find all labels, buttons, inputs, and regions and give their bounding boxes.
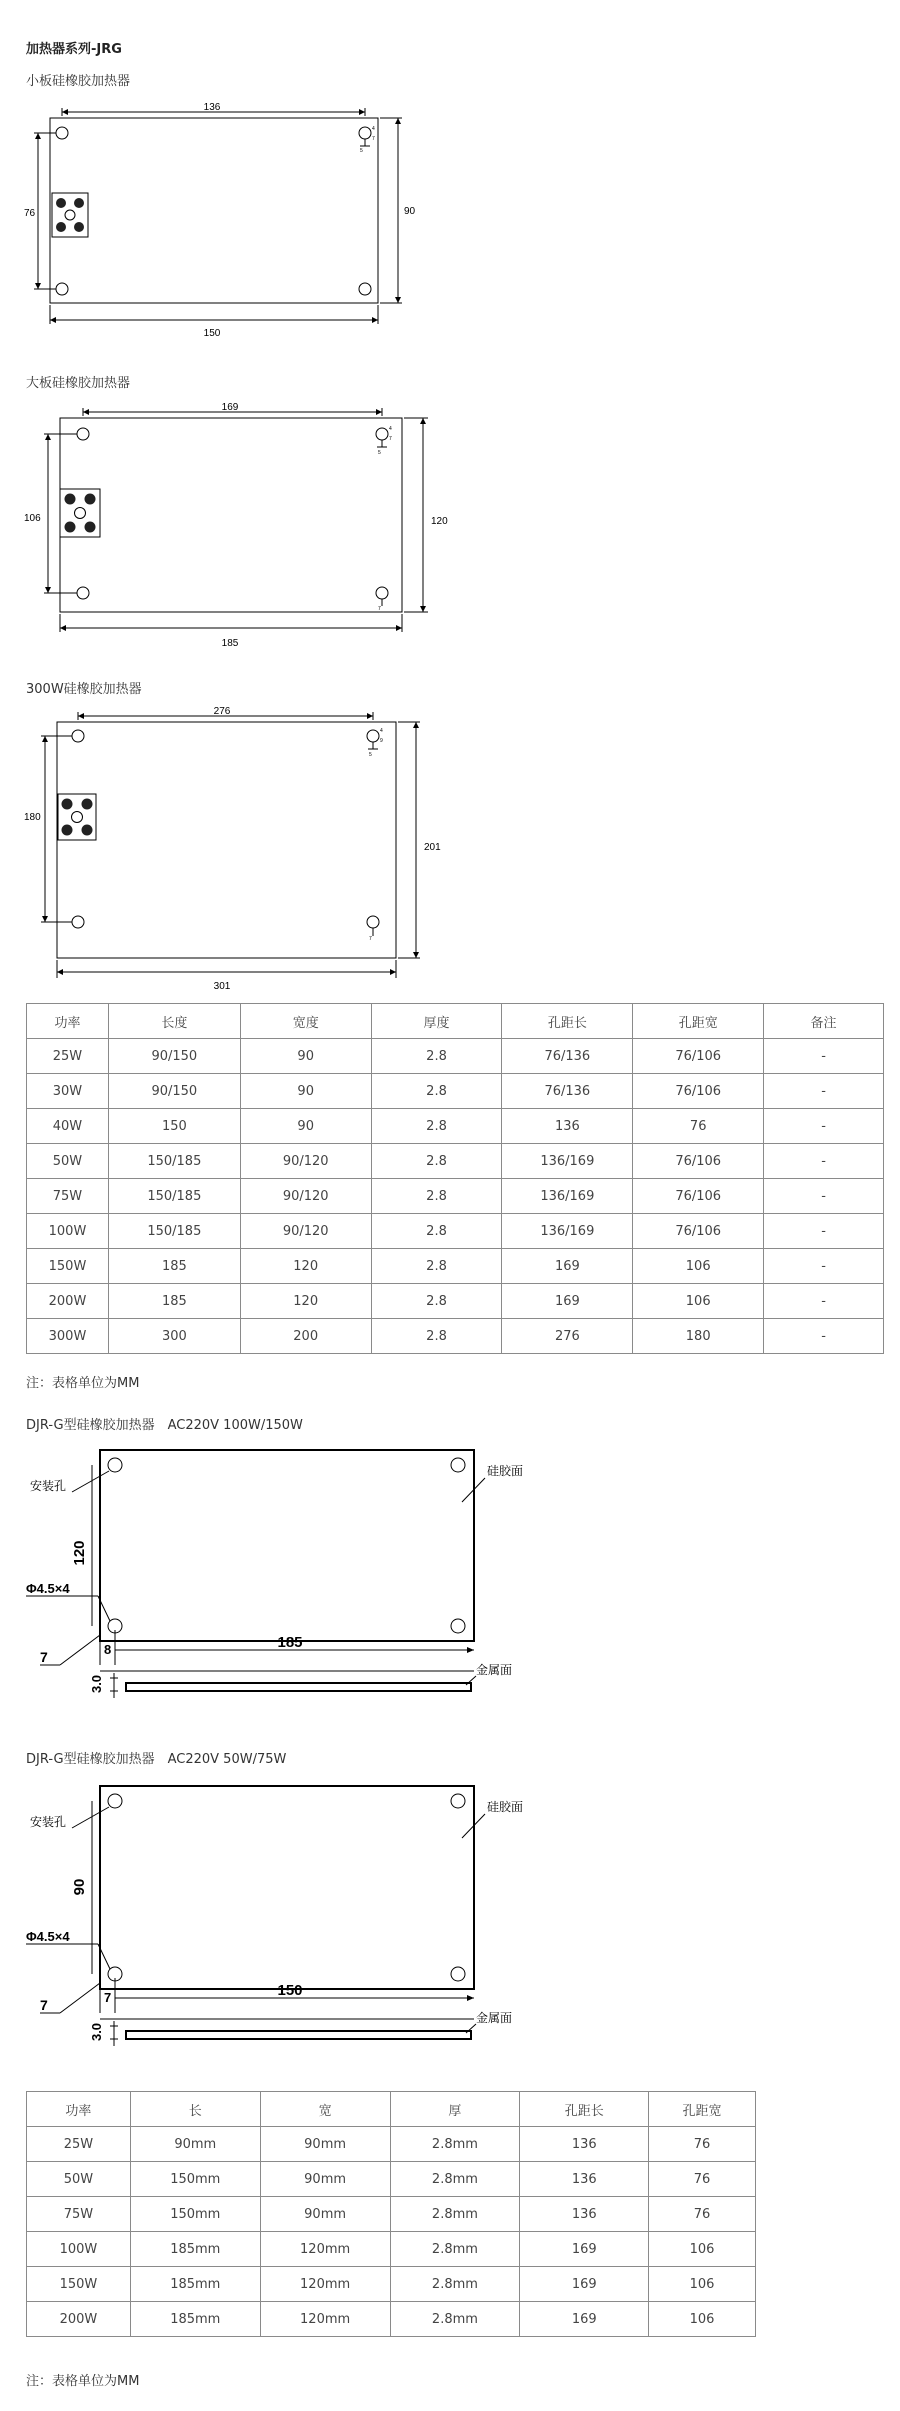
metal-plate	[126, 1683, 471, 1691]
board-outline	[60, 418, 402, 612]
dim-hole-width: 180	[24, 812, 41, 823]
table-row: 50W 150/185 90/120 2.8 136/169 76/106 -	[27, 1144, 884, 1179]
djr-1-title: DJR-G型硅橡胶加热器 AC220V 100W/150W	[26, 1418, 303, 1433]
table-row: 25W 90mm 90mm 2.8mm 136 76	[27, 2127, 756, 2162]
table-header-row	[27, 2092, 756, 2127]
djr-2-diagram	[0, 1776, 560, 2056]
dim-thickness: 3.0	[89, 2022, 104, 2042]
dim-height: 120	[71, 1540, 88, 1566]
table-row: 25W 90/150 90 2.8 76/136 76/106 -	[27, 1039, 884, 1074]
col-header: 宽	[260, 2092, 390, 2127]
col-header: 备注	[764, 1004, 884, 1039]
svg-text:5: 5	[369, 752, 372, 758]
terminal-block-icon	[52, 193, 88, 237]
terminal-block-icon	[60, 489, 100, 537]
col-header: 长度	[108, 1004, 240, 1039]
silicone-face-label: 硅胶面	[487, 1800, 524, 1814]
dim-hole-width: 106	[24, 513, 41, 524]
mount-hole-label: 安装孔	[30, 1479, 67, 1493]
col-header: 功率	[27, 2092, 131, 2127]
dim-length: 185	[277, 1634, 303, 1651]
dim-hole-length: 169	[221, 402, 239, 413]
dim-width: 90	[404, 206, 416, 217]
w300-board-diagram	[0, 704, 460, 992]
djr-2-title: DJR-G型硅橡胶加热器 AC220V 50W/75W	[26, 1752, 287, 1767]
col-header: 孔距长	[520, 2092, 649, 2127]
svg-text:7: 7	[389, 436, 392, 442]
table-row: 100W 185mm 120mm 2.8mm 169 106	[27, 2232, 756, 2267]
table-row: 75W 150/185 90/120 2.8 136/169 76/106 -	[27, 1179, 884, 1214]
col-header: 厚度	[371, 1004, 502, 1039]
svg-text:4: 4	[389, 426, 392, 432]
table-row: 100W 150/185 90/120 2.8 136/169 76/106 -	[27, 1214, 884, 1249]
svg-text:5: 5	[360, 148, 363, 154]
svg-text:9: 9	[380, 738, 383, 744]
col-header: 功率	[27, 1004, 109, 1039]
margin-b: 7	[104, 1990, 112, 2005]
table-header-row	[27, 1004, 884, 1039]
margin-a: 7	[40, 1997, 48, 2013]
mount-hole-label: 安装孔	[30, 1815, 67, 1829]
table-row: 40W 150 90 2.8 136 76 -	[27, 1109, 884, 1144]
svg-text:7: 7	[372, 136, 375, 142]
col-header: 孔距宽	[649, 2092, 756, 2127]
dim-thickness: 3.0	[89, 1674, 104, 1694]
table-row: 50W 150mm 90mm 2.8mm 136 76	[27, 2162, 756, 2197]
large-board-title: 大板硅橡胶加热器	[26, 376, 131, 391]
hole-spec-label: Φ4.5×4	[26, 1929, 70, 1944]
dim-width: 120	[431, 516, 448, 527]
table-row: 75W 150mm 90mm 2.8mm 136 76	[27, 2197, 756, 2232]
col-header: 长	[130, 2092, 260, 2127]
board-outline	[57, 722, 396, 958]
metal-plate	[126, 2031, 471, 2039]
table-row: 200W 185 120 2.8 169 106 -	[27, 1284, 884, 1319]
col-header: 宽度	[240, 1004, 371, 1039]
margin-b: 8	[104, 1642, 112, 1657]
table-row: 200W 185mm 120mm 2.8mm 169 106	[27, 2302, 756, 2337]
dim-height: 90	[71, 1878, 88, 1896]
series-title: 加热器系列-JRG	[26, 42, 122, 57]
board-outline	[100, 1450, 474, 1641]
silicone-face-label: 硅胶面	[487, 1464, 524, 1478]
small-board-title: 小板硅橡胶加热器	[26, 74, 131, 89]
col-header: 孔距宽	[633, 1004, 764, 1039]
metal-face-label: 金属面	[476, 2011, 513, 2025]
dim-width: 201	[424, 842, 441, 853]
dim-hole-length: 276	[213, 706, 231, 717]
dim-hole-length: 136	[203, 102, 221, 113]
dim-length: 150	[203, 328, 221, 339]
spec-table-2	[26, 2091, 756, 2337]
dim-length: 301	[213, 981, 231, 992]
djr-1-diagram	[0, 1440, 560, 1720]
dim-hole-width: 76	[24, 208, 36, 219]
margin-a: 7	[40, 1649, 48, 1665]
table-row: 150W 185 120 2.8 169 106 -	[27, 1249, 884, 1284]
terminal-block-icon	[58, 794, 96, 840]
board-outline	[50, 118, 378, 303]
table-row: 150W 185mm 120mm 2.8mm 169 106	[27, 2267, 756, 2302]
table-row: 300W 300 200 2.8 276 180 -	[27, 1319, 884, 1354]
w300-board-title: 300W硅橡胶加热器	[26, 682, 142, 697]
table-2-note: 注：表格单位为MM	[26, 2374, 140, 2389]
metal-face-label: 金属面	[476, 1663, 513, 1677]
board-outline	[100, 1786, 474, 1989]
dim-length: 185	[221, 638, 239, 649]
hole-spec-label: Φ4.5×4	[26, 1581, 70, 1596]
small-board-diagram	[0, 100, 440, 350]
table-row: 30W 90/150 90 2.8 76/136 76/106 -	[27, 1074, 884, 1109]
table-1-note: 注：表格单位为MM	[26, 1376, 140, 1391]
spec-table-1	[26, 1003, 884, 1354]
svg-text:4: 4	[372, 126, 375, 132]
svg-text:4: 4	[380, 728, 383, 734]
large-board-diagram	[0, 400, 460, 660]
svg-text:7: 7	[378, 606, 381, 612]
dim-length: 150	[277, 1982, 303, 1999]
col-header: 厚	[390, 2092, 520, 2127]
col-header: 孔距长	[502, 1004, 633, 1039]
svg-text:7: 7	[369, 936, 372, 942]
svg-text:5: 5	[378, 450, 381, 456]
